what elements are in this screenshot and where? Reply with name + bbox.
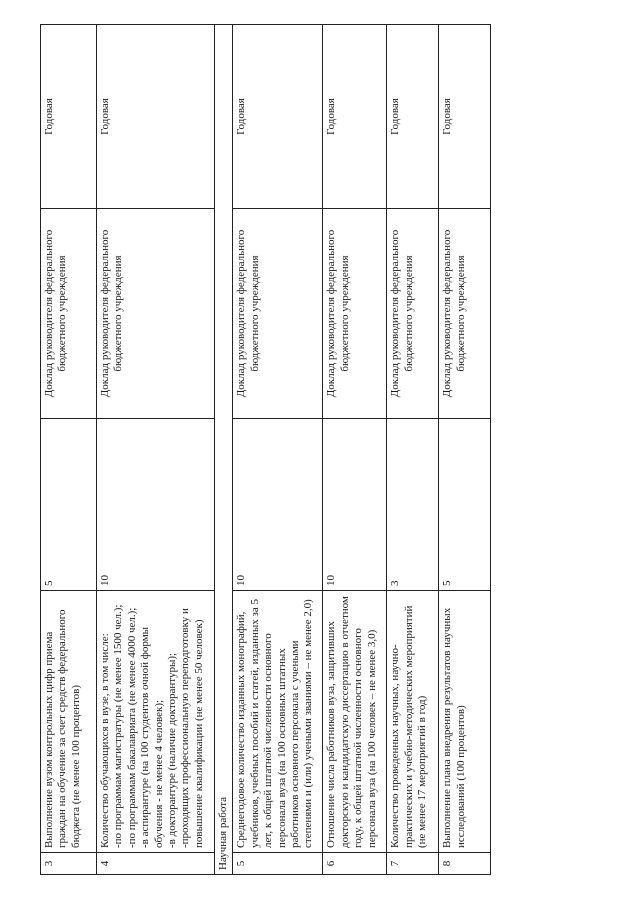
table-row xyxy=(97,25,215,875)
source-cell: Доклад руководителя федерального бюджетного учреждения xyxy=(387,209,439,419)
source-cell: Доклад руководителя федерального бюджетного учреждения xyxy=(233,209,323,419)
source-cell: Доклад руководителя федерального бюджетного учреждения xyxy=(323,209,387,419)
period-cell: Годовая xyxy=(233,25,323,209)
source-cell: Доклад руководителя федерального бюджетного учреждения xyxy=(439,209,491,419)
indicator-text: Среднегодовое количество изданных монографий, учебников, учебных пособий и статей, изданных за 5 лет, к общей штатной численности основного персонала вуза (на 100 основных штатных работников основного персонала с учеными степенями и (или) учеными званиями – не менее 2,0) xyxy=(235,598,315,848)
table-row xyxy=(233,25,323,875)
indicator-cell xyxy=(41,591,97,853)
indicator-text: -по программам бакалавриата (не менее 4000 чел.); xyxy=(125,607,138,848)
period-cell: Годовая xyxy=(323,25,387,209)
indicator-text: -в докторантуре (наличие докторантуры); xyxy=(166,652,179,848)
table-row xyxy=(41,25,97,875)
period-cell: Годовая xyxy=(439,25,491,209)
indicator-cell xyxy=(233,591,323,853)
indicator-cell xyxy=(387,591,439,853)
period-cell: Годовая xyxy=(97,25,215,209)
row-number: 3 xyxy=(41,853,97,875)
indicator-text: -проходящих профессиональную переподготовку и повышение квалификации (не менее 50 человек) xyxy=(179,608,205,848)
indicator-text: Выполнение плана внедрения результатов научных исследований (100 процентов) xyxy=(441,607,467,848)
indicator-text: Количество проведенных научных, научно-практических и учебно-методических мероприятий (не менее 17 мероприятий в год) xyxy=(389,605,429,848)
section-row xyxy=(215,25,233,875)
table-row xyxy=(387,25,439,875)
indicator-text: Отношение числа работников вуза, защитивших докторскую и кандидатскую диссертацию в отчетном году, к общей штатной численности основного персонала вуза (на 100 человек – не менее 3,0) xyxy=(325,596,378,848)
indicator-cell xyxy=(323,591,387,853)
points-cell: 10 xyxy=(233,419,323,591)
points-cell: 3 xyxy=(387,419,439,591)
table-row xyxy=(439,25,491,875)
points-cell: 10 xyxy=(323,419,387,591)
row-number: 7 xyxy=(387,853,439,875)
indicator-cell xyxy=(439,591,491,853)
row-number: 8 xyxy=(439,853,491,875)
rotated-page xyxy=(40,25,490,875)
indicator-cell xyxy=(97,591,215,853)
points-cell: 5 xyxy=(41,419,97,591)
row-number: 6 xyxy=(323,853,387,875)
points-cell: 10 xyxy=(97,419,215,591)
indicator-text: -в аспирантуре (на 100 студентов очной формы обучения - не менее 4 человек); xyxy=(139,626,165,848)
indicator-text: Количество обучающихся в вузе, в том числе: xyxy=(99,633,111,848)
criteria-table xyxy=(40,24,491,875)
row-number: 5 xyxy=(233,853,323,875)
indicator-text: -по программам магистратуры (не менее 1500 чел.); xyxy=(112,604,125,848)
period-cell: Годовая xyxy=(387,25,439,209)
source-cell: Доклад руководителя федерального бюджетного учреждения xyxy=(41,209,97,419)
row-number: 4 xyxy=(97,853,215,875)
source-cell: Доклад руководителя федерального бюджетного учреждения xyxy=(97,209,215,419)
indicator-text: Выполнение вузом контрольных цифр приема граждан на обучение за счет средств федерального бюджета (не менее 100 процентов) xyxy=(43,609,82,848)
table-row xyxy=(323,25,387,875)
points-cell: 5 xyxy=(439,419,491,591)
period-cell: Годовая xyxy=(41,25,97,209)
section-title: Научная работа xyxy=(215,25,233,875)
